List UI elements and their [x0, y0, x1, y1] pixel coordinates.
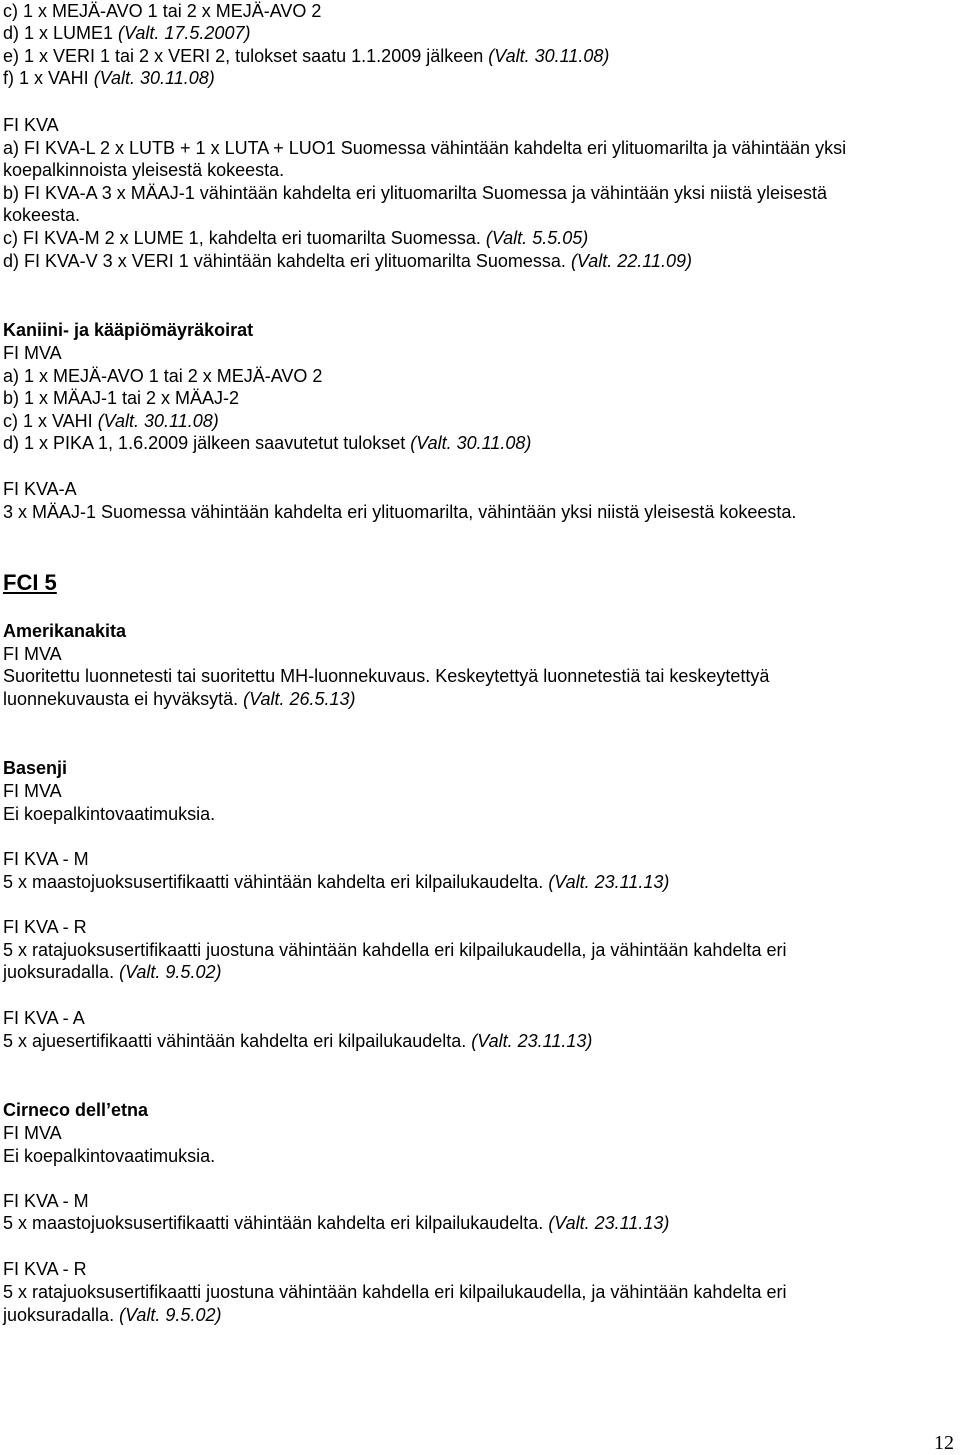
- text-line: [3, 137, 846, 159]
- revision-date: (Valt. 23.11.13): [548, 1213, 670, 1233]
- text: FI MVA: [3, 644, 62, 664]
- text-line: [3, 204, 80, 226]
- revision-date: (Valt. 30.11.08): [97, 411, 219, 431]
- page-number: 12: [934, 1432, 954, 1454]
- text: 5 x ajuesertifikaatti vähintään kahdelta eri kilpailukaudelta.: [3, 1031, 472, 1051]
- text-line: [3, 665, 769, 687]
- text-line: [3, 227, 588, 249]
- section-heading: [3, 1190, 89, 1212]
- text: juoksuradalla.: [3, 962, 120, 982]
- text: d) 1 x LUME1: [3, 23, 119, 43]
- text-line: [3, 387, 239, 409]
- revision-date: (Valt. 30.11.08): [93, 68, 215, 88]
- text: c) FI KVA-M 2 x LUME 1, kahdelta eri tuomarilta Suomessa.: [3, 228, 486, 248]
- text: FI KVA-A: [3, 479, 77, 499]
- revision-date: (Valt. 23.11.13): [548, 872, 670, 892]
- breed-heading: [3, 757, 67, 779]
- revision-date: (Valt. 23.11.13): [471, 1031, 593, 1051]
- text: Amerikanakita: [3, 621, 127, 641]
- text-line: [3, 939, 786, 961]
- text: 5 x ratajuoksusertifikaatti juostuna vähintään kahdella eri kilpailukaudella, ja vähintään kahdelta eri: [3, 940, 787, 960]
- text: Kaniini- ja kääpiömäyräkoirat: [3, 320, 254, 340]
- text-line: [3, 0, 321, 22]
- revision-date: (Valt. 17.5.2007): [118, 23, 251, 43]
- text-line: [3, 250, 692, 272]
- text: FI MVA: [3, 1123, 62, 1143]
- text: 3 x MÄAJ-1 Suomessa vähintään kahdelta eri ylituomarilta, vähintään yksi niistä yleisestä kokeesta.: [3, 502, 797, 522]
- section-heading: [3, 114, 59, 136]
- text: Ei koepalkintovaatimuksia.: [3, 1146, 216, 1166]
- text: d) FI KVA-V 3 x VERI 1 vähintään kahdelta eri ylituomarilta Suomessa.: [3, 251, 571, 271]
- text: 5 x ratajuoksusertifikaatti juostuna vähintään kahdella eri kilpailukaudella, ja vähintään kahdelta eri: [3, 1282, 787, 1302]
- text: c) 1 x VAHI: [3, 411, 98, 431]
- text-line: [3, 1304, 221, 1326]
- text: FI KVA - R: [3, 1259, 87, 1279]
- text-line: [3, 67, 215, 89]
- revision-date: (Valt. 30.11.08): [410, 433, 532, 453]
- text: FCI 5: [3, 570, 57, 595]
- revision-date: (Valt. 30.11.08): [488, 46, 610, 66]
- text: FI KVA: [3, 115, 59, 135]
- text-line: [3, 688, 356, 710]
- text: b) 1 x MÄAJ-1 tai 2 x MÄAJ-2: [3, 388, 240, 408]
- revision-date: (Valt. 26.5.13): [243, 689, 356, 709]
- text-line: [3, 1281, 786, 1303]
- text-line: [3, 410, 219, 432]
- text-line: [3, 365, 322, 387]
- text: 5 x maastojuoksusertifikaatti vähintään kahdelta eri kilpailukaudelta.: [3, 872, 549, 892]
- text: Basenji: [3, 758, 68, 778]
- text-line: [3, 45, 609, 67]
- text: kokeesta.: [3, 205, 81, 225]
- text: FI MVA: [3, 343, 62, 363]
- revision-date: (Valt. 9.5.02): [119, 1305, 222, 1325]
- section-heading: [3, 342, 62, 364]
- section-heading: [3, 1122, 62, 1144]
- text: FI KVA - A: [3, 1008, 85, 1028]
- text: FI KVA - R: [3, 917, 87, 937]
- text-line: [3, 871, 669, 893]
- text: a) FI KVA-L 2 x LUTB + 1 x LUTA + LUO1 Suomessa vähintään kahdelta eri ylituomarilta ja vähintään yksi: [3, 138, 847, 158]
- text: b) FI KVA-A 3 x MÄAJ-1 vähintään kahdelta eri ylituomarilta Suomessa ja vähintään yksi niistä yleisestä: [3, 183, 828, 203]
- breed-heading: [3, 1099, 148, 1121]
- text: FI KVA - M: [3, 849, 89, 869]
- text: Ei koepalkintovaatimuksia.: [3, 804, 216, 824]
- section-heading: [3, 916, 87, 938]
- text-line: [3, 1145, 215, 1167]
- text: koepalkinnoista yleisestä kokeesta.: [3, 160, 285, 180]
- text-line: [3, 961, 221, 983]
- text-line: [3, 22, 250, 44]
- revision-date: (Valt. 5.5.05): [485, 228, 589, 248]
- text: f) 1 x VAHI: [3, 68, 94, 88]
- section-heading: [3, 1258, 87, 1280]
- text: 5 x maastojuoksusertifikaatti vähintään kahdelta eri kilpailukaudelta.: [3, 1213, 549, 1233]
- text: FI KVA - M: [3, 1191, 89, 1211]
- text-line: [3, 182, 827, 204]
- text-line: [3, 159, 284, 181]
- text-line: [3, 803, 215, 825]
- text: Suoritettu luonnetesti tai suoritettu MH-luonnekuvaus. Keskeytettyä luonnetestiä tai keskeytettyä: [3, 666, 770, 686]
- section-heading: [3, 780, 62, 802]
- section-heading: [3, 848, 89, 870]
- text-line: [3, 501, 796, 523]
- text: c) 1 x MEJÄ-AVO 1 tai 2 x MEJÄ-AVO 2: [3, 1, 322, 21]
- text: juoksuradalla.: [3, 1305, 120, 1325]
- text-line: [3, 1030, 592, 1052]
- text: e) 1 x VERI 1 tai 2 x VERI 2, tulokset saatu 1.1.2009 jälkeen: [3, 46, 489, 66]
- text: a) 1 x MEJÄ-AVO 1 tai 2 x MEJÄ-AVO 2: [3, 366, 323, 386]
- revision-date: (Valt. 22.11.09): [570, 251, 693, 271]
- text: Cirneco dell’etna: [3, 1100, 149, 1120]
- revision-date: (Valt. 9.5.02): [119, 962, 222, 982]
- section-heading: [3, 1007, 85, 1029]
- section-heading: [3, 643, 62, 665]
- text: FI MVA: [3, 781, 62, 801]
- group-heading: [3, 572, 57, 594]
- breed-heading: [3, 620, 126, 642]
- section-heading: [3, 478, 77, 500]
- text: luonnekuvausta ei hyväksytä.: [3, 689, 244, 709]
- text-line: [3, 432, 531, 454]
- text-line: [3, 1212, 669, 1234]
- text: d) 1 x PIKA 1, 1.6.2009 jälkeen saavutetut tulokset: [3, 433, 411, 453]
- breed-heading: [3, 319, 253, 341]
